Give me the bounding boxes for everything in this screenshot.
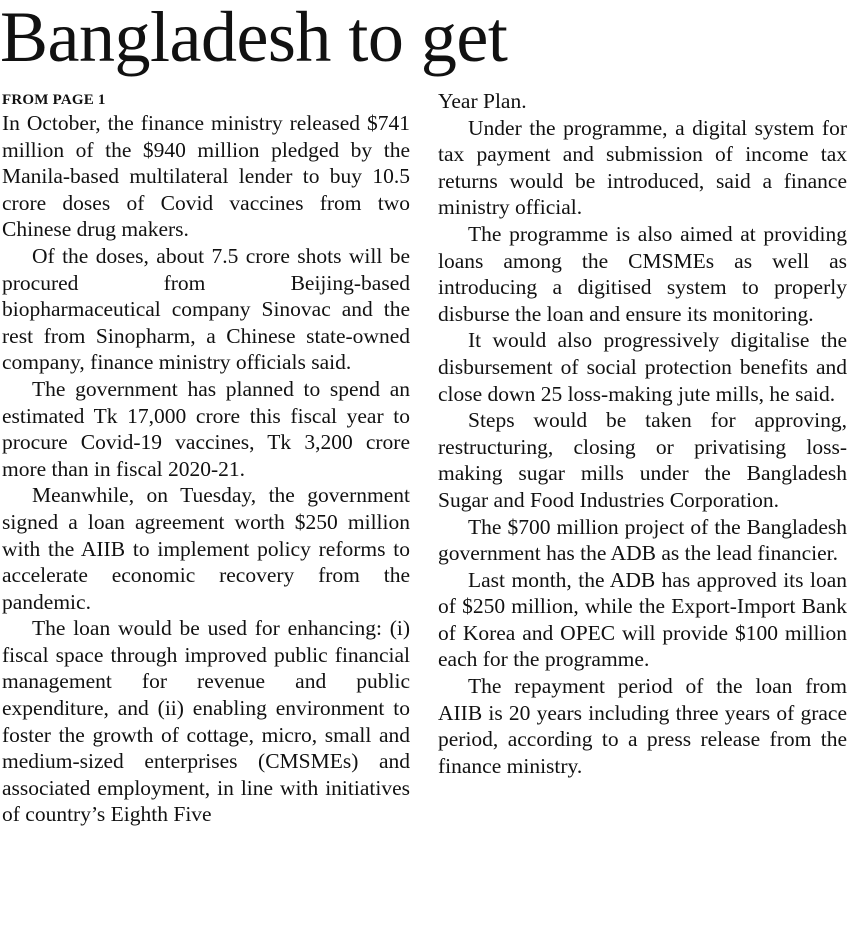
paragraph: The government has planned to spend an estimated Tk 17,000 crore this fiscal year to procure Covid-19 vaccines, Tk 3,200 crore more than in fiscal 2020-21. (2, 376, 410, 481)
jump-line: FROM PAGE 1 (2, 92, 106, 108)
paragraph: The programme is also aimed at providing loans among the CMSMEs as well as introducing a digitised system to properly disburse the loan and ensure its monitoring. (438, 221, 847, 326)
paragraph: The loan would be used for enhancing: (i) fiscal space through improved public financial management for revenue and public expenditure, and (ii) enabling environment to foster the growth of cottage, micro, small and medium-sized enterprises (CMSMEs) and associated employment, in line with initiatives of country’s Eighth Five (2, 616, 410, 827)
paragraph: In October, the finance ministry released $741 million of the $940 million pledged by the Manila-based multilateral lender to buy 10.5 crore doses of Covid vaccines from two Chinese drug makers. (2, 111, 410, 242)
paragraph: It would also progressively digitalise the disbursement of social protection benefits and close down 25 loss-making jute mills, he said. (438, 328, 847, 406)
paragraph: Under the programme, a digital system for tax payment and submission of income tax returns would be introduced, said a finance ministry official. (438, 115, 847, 220)
article-column-left (2, 110, 410, 828)
paragraph: The repayment period of the loan from AIIB is 20 years including three years of grace period, according to a press release from the finance ministry. (438, 674, 847, 778)
paragraph: Last month, the ADB has approved its loan of $250 million, while the Export-Import Bank of Korea and OPEC will provide $100 million each for the programme. (438, 567, 847, 672)
headline: Bangladesh to get (0, 0, 508, 77)
article-column-right (438, 88, 847, 779)
paragraph: The $700 million project of the Bangladesh government has the ADB as the lead financier. (438, 514, 847, 566)
paragraph-continued: Year Plan. (438, 89, 527, 113)
paragraph: Meanwhile, on Tuesday, the government signed a loan agreement worth $250 million with the AIIB to implement policy reforms to accelerate economic recovery from the pandemic. (2, 483, 410, 614)
paragraph: Steps would be taken for approving, restructuring, closing or privatising loss-making sugar mills under the Bangladesh Sugar and Food Industries Corporation. (438, 408, 847, 512)
paragraph: Of the doses, about 7.5 crore shots will be procured from Beijing-based biopharmaceutical company Sinovac and the rest from Sinopharm, a Chinese state-owned company, finance ministry officials said. (2, 243, 410, 375)
